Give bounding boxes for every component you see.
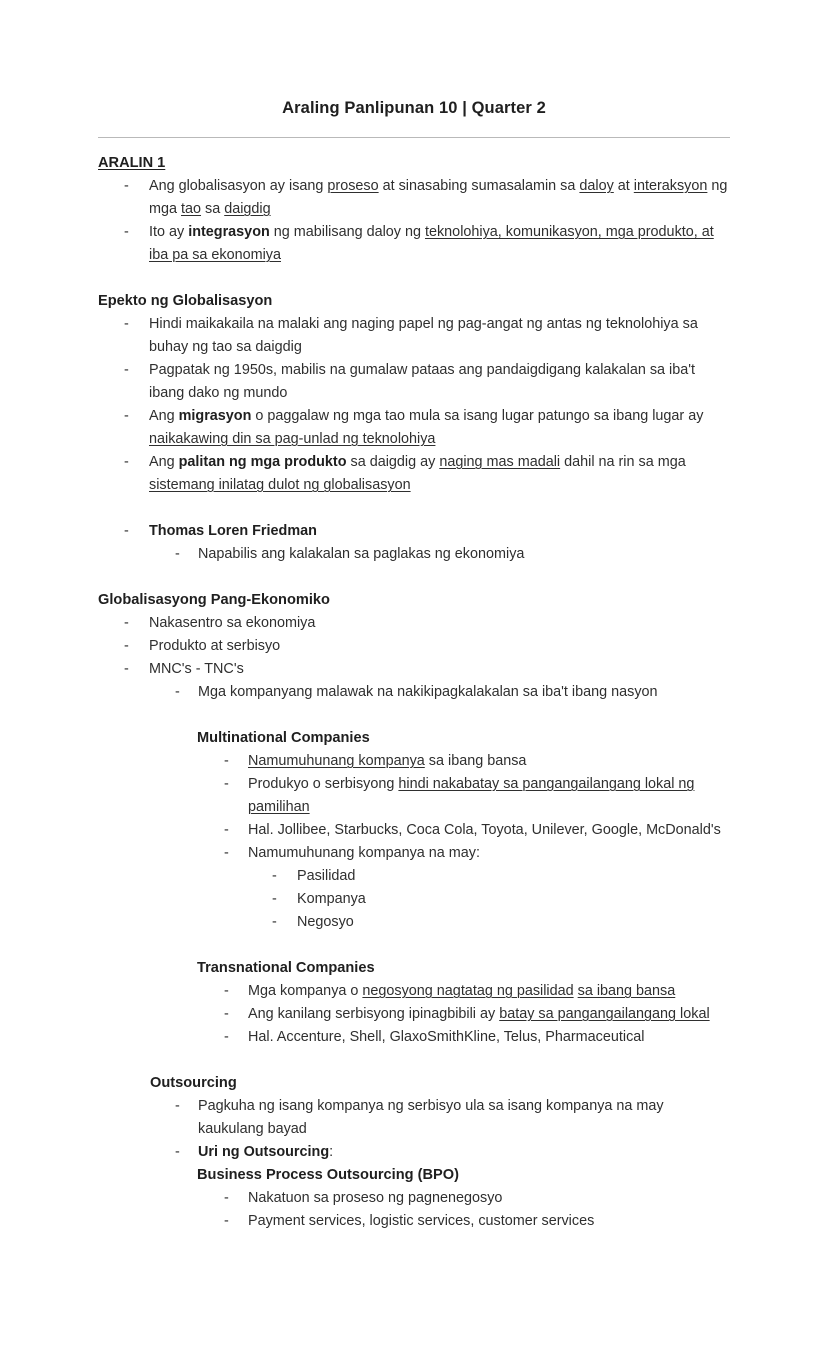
list-item-text: Nakatuon sa proseso ng pagnenegosyo (248, 1190, 503, 1206)
document-body (0, 152, 828, 1233)
bullet-dash: - (124, 638, 129, 654)
list-item-text: Hal. Accenture, Shell, GlaxoSmithKline, Telus, Pharmaceutical (248, 1029, 645, 1045)
list-item (124, 451, 730, 497)
section-spacer (98, 497, 730, 520)
bullet-dash: - (175, 1098, 180, 1114)
list-item (272, 888, 730, 911)
bullet-dash: - (224, 776, 229, 792)
list-item-text: Nakasentro sa ekonomiya (149, 615, 316, 631)
heading-bpo: Business Process Outsourcing (BPO) (197, 1167, 459, 1183)
list-item-text: MNC's - TNC's (149, 661, 244, 677)
bullet-dash: - (175, 1144, 180, 1160)
list-item (224, 842, 730, 865)
list-item-text: Ang migrasyon o paggalaw ng mga tao mula sa isang lugar patungo sa ibang lugar ay naikakawing din sa pag-unlad ng teknolohiya (149, 408, 704, 447)
section-spacer (98, 566, 730, 589)
bullet-dash: - (272, 891, 277, 907)
list-item (175, 543, 730, 566)
bullet-dash: - (124, 454, 129, 470)
bullet-dash: - (124, 316, 129, 332)
heading-aralin-1: ARALIN 1 (98, 155, 166, 171)
bullet-dash: - (224, 1006, 229, 1022)
list-item (124, 612, 730, 635)
bullet-dash: - (224, 845, 229, 861)
list-item-text: Negosyo (297, 914, 354, 930)
bullet-dash: - (124, 224, 129, 240)
bullet-dash: - (272, 868, 277, 884)
list-item-text: Ito ay integrasyon ng mabilisang daloy ng teknolohiya, komunikasyon, mga produkto, at iba pa sa ekonomiya (149, 224, 714, 263)
page-title: Araling Panlipunan 10 | Quarter 2 (282, 99, 546, 117)
list-item (175, 1095, 730, 1141)
list-item-text: Mga kompanya o negosyong nagtatag ng pasilidad sa ibang bansa (248, 983, 676, 999)
list-item-text: Uri ng Outsourcing: (198, 1144, 334, 1160)
list-item (272, 865, 730, 888)
list-item-text: Pasilidad (297, 868, 356, 884)
list-item (124, 313, 730, 359)
bullet-dash: - (224, 1029, 229, 1045)
bullet-dash: - (175, 546, 180, 562)
section-spacer (98, 267, 730, 290)
list-item-text: Ang globalisasyon ay isang proseso at sinasabing sumasalamin sa daloy at interaksyon ng mga tao sa daigdig (149, 178, 728, 217)
section-spacer (98, 934, 730, 957)
bullet-dash: - (224, 983, 229, 999)
list-item (124, 359, 730, 405)
heading-transnational-companies: Transnational Companies (197, 960, 375, 976)
bullet-dash: - (224, 1190, 229, 1206)
list-item (224, 1187, 730, 1210)
list-item (175, 681, 730, 704)
list-item-text: Produkyo o serbisyong hindi nakabatay sa pangangailangang lokal ng pamilihan (248, 776, 695, 815)
list-item-text: Hal. Jollibee, Starbucks, Coca Cola, Toyota, Unilever, Google, McDonald's (248, 822, 721, 838)
list-item-text: Napabilis ang kalakalan sa paglakas ng ekonomiya (198, 546, 525, 562)
list-item-text: Ang palitan ng mga produkto sa daigdig ay naging mas madali dahil na rin sa mga sistemang inilatag dulot ng globalisasyon (149, 454, 686, 493)
friedman-name: Thomas Loren Friedman (149, 523, 317, 539)
list-item (224, 773, 730, 819)
bullet-dash: - (224, 822, 229, 838)
heading-epekto-ng-globalisasyon: Epekto ng Globalisasyon (98, 293, 273, 309)
bullet-dash: - (124, 523, 129, 539)
list-item (272, 911, 730, 934)
bullet-dash: - (124, 661, 129, 677)
list-item-text: Namumuhunang kompanya sa ibang bansa (248, 753, 527, 769)
section-spacer (98, 704, 730, 727)
list-item-text: Payment services, logistic services, customer services (248, 1213, 595, 1229)
list-item-text: Ang kanilang serbisyong ipinagbibili ay batay sa pangangailangang lokal (248, 1006, 710, 1022)
list-item-text: Namumuhunang kompanya na may: (248, 845, 480, 861)
bullet-dash: - (124, 362, 129, 378)
heading-multinational-companies: Multinational Companies (197, 730, 370, 746)
list-item-text: Mga kompanyang malawak na nakikipagkalakalan sa iba't ibang nasyon (198, 684, 658, 700)
section-spacer (98, 1049, 730, 1072)
bullet-dash: - (124, 178, 129, 194)
list-item-friedman (124, 520, 730, 543)
list-item-text: Hindi maikakaila na malaki ang naging papel ng pag-angat ng antas ng teknolohiya sa buhay ng tao sa daigdig (149, 316, 698, 355)
heading-outsourcing: Outsourcing (150, 1075, 237, 1091)
heading-globalisasyong-pang-ekonomiko: Globalisasyong Pang-Ekonomiko (98, 592, 330, 608)
bullet-dash: - (124, 408, 129, 424)
list-item (224, 1003, 730, 1026)
bullet-dash: - (224, 1213, 229, 1229)
list-item (124, 658, 730, 681)
list-item (224, 1210, 730, 1233)
bullet-dash: - (175, 684, 180, 700)
list-item-text: Pagpatak ng 1950s, mabilis na gumalaw pataas ang pandaigdigang kalakalan sa iba't ibang dako ng mundo (149, 362, 695, 401)
list-item (124, 221, 730, 267)
list-item-text: Kompanya (297, 891, 366, 907)
list-item (224, 1026, 730, 1049)
list-item (175, 1141, 730, 1164)
list-item (224, 819, 730, 842)
list-item (224, 750, 730, 773)
title-divider (98, 137, 730, 138)
list-item-text: Produkto at serbisyo (149, 638, 281, 654)
list-item (224, 980, 730, 1003)
list-item (124, 635, 730, 658)
bullet-dash: - (224, 753, 229, 769)
bullet-dash: - (124, 615, 129, 631)
list-item (124, 175, 730, 221)
list-item (124, 405, 730, 451)
bullet-dash: - (272, 914, 277, 930)
list-item-text: Pagkuha ng isang kompanya ng serbisyo ula sa isang kompanya na may kaukulang bayad (198, 1098, 664, 1137)
